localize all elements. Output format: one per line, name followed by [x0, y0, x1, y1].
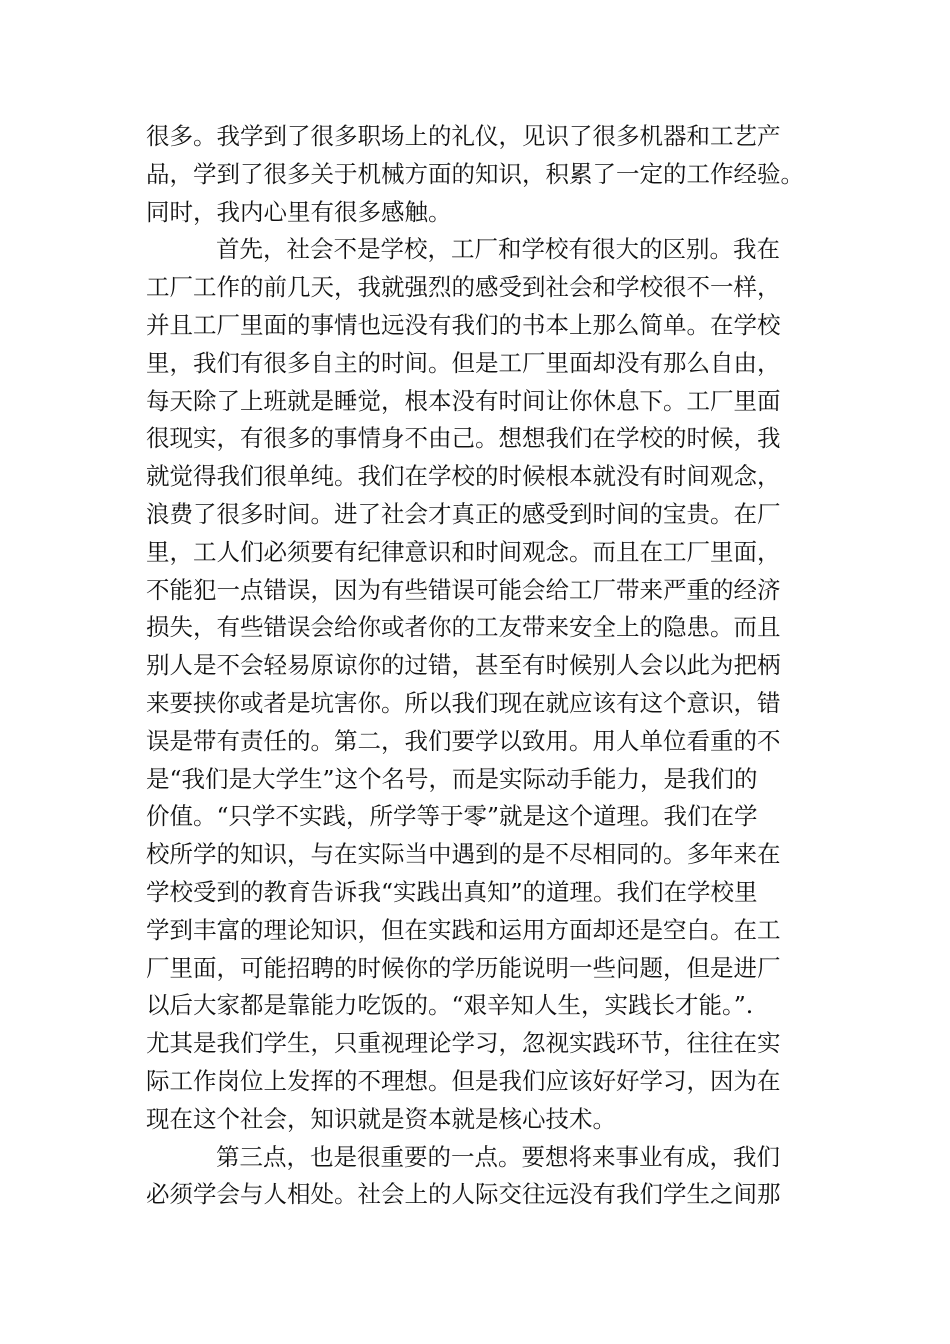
document-body — [146, 118, 806, 1214]
text-line: 别人是不会轻易原谅你的过错，甚至有时候别人会以此为把柄 — [146, 651, 781, 680]
text-line: 每天除了上班就是睡觉，根本没有时间让你休息下。工厂里面 — [146, 386, 781, 415]
paragraph-first-line: 首先，社会不是学校，工厂和学校有很大的区别。我在 — [216, 235, 780, 264]
text-line: 学校受到的教育告诉我“实践出真知”的道理。我们在学校里 — [146, 877, 758, 906]
paragraph-first-line: 第三点，也是很重要的一点。要想将来事业有成，我们 — [216, 1142, 780, 1171]
text-line: 学到丰富的理论知识，但在实践和运用方面却还是空白。在工 — [146, 915, 781, 944]
text-line: 必须学会与人相处。社会上的人际交往远没有我们学生之间那 — [146, 1180, 781, 1209]
text-line: 损失，有些错误会给你或者你的工友带来安全上的隐患。而且 — [146, 613, 781, 642]
text-line: 很现实，有很多的事情身不由己。想想我们在学校的时候，我 — [146, 424, 781, 453]
text-line: 就觉得我们很单纯。我们在学校的时候根本就没有时间观念， — [146, 462, 781, 491]
text-line: 来要挟你或者是坑害你。所以我们现在就应该有这个意识，错 — [146, 688, 781, 717]
text-line: 际工作岗位上发挥的不理想。但是我们应该好好学习，因为在 — [146, 1066, 781, 1095]
text-line: 以后大家都是靠能力吃饭的。“艰辛知人生，实践长才能。”. — [146, 991, 754, 1020]
text-line: 很多。我学到了很多职场上的礼仪，见识了很多机器和工艺产 — [146, 122, 781, 150]
text-line: 里，我们有很多自主的时间。但是工厂里面却没有那么自由， — [146, 348, 781, 377]
text-line: 品，学到了很多关于机械方面的知识，积累了一定的工作经验。 — [146, 159, 804, 188]
text-line: 并且工厂里面的事情也远没有我们的书本上那么简单。在学校 — [146, 310, 781, 339]
text-line: 尤其是我们学生，只重视理论学习，忽视实践环节，往往在实 — [146, 1029, 781, 1058]
text-line: 同时，我内心里有很多感触。 — [146, 197, 452, 226]
text-line: 现在这个社会，知识就是资本就是核心技术。 — [146, 1104, 616, 1133]
text-line: 里，工人们必须要有纪律意识和时间观念。而且在工厂里面， — [146, 537, 781, 566]
text-line: 工厂工作的前几天，我就强烈的感受到社会和学校很不一样， — [146, 273, 781, 302]
text-line: 校所学的知识，与在实际当中遇到的是不尽相同的。多年来在 — [146, 840, 781, 869]
text-line: 浪费了很多时间。进了社会才真正的感受到时间的宝贵。在厂 — [146, 499, 781, 528]
text-line: 误是带有责任的。第二，我们要学以致用。用人单位看重的不 — [146, 726, 781, 755]
text-line: 不能犯一点错误，因为有些错误可能会给工厂带来严重的经济 — [146, 575, 781, 604]
text-line: 价值。“只学不实践，所学等于零”就是这个道理。我们在学 — [146, 802, 758, 831]
text-line: 是“我们是大学生”这个名号，而是实际动手能力，是我们的 — [146, 764, 758, 793]
text-line: 厂里面，可能招聘的时候你的学历能说明一些问题，但是进厂 — [146, 953, 781, 982]
